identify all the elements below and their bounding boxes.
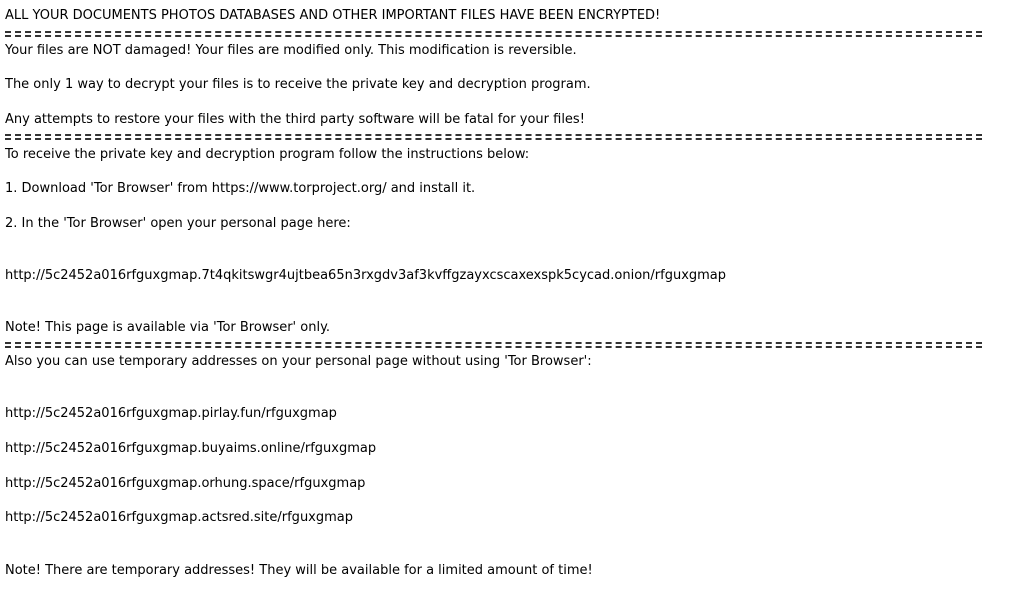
temporary-url-2: http://5c2452a016rfguxgmap.buyaims.online/rfguxgmap xyxy=(5,441,377,456)
instruction-step-2: 2. In the 'Tor Browser' open your personal page here: xyxy=(5,216,351,231)
paragraph-only-way: The only 1 way to decrypt your files is to receive the private key and decryption program. xyxy=(5,77,591,92)
temporary-addresses-intro: Also you can use temporary addresses on your personal page without using 'Tor Browser': xyxy=(5,354,592,369)
header-text: ALL YOUR DOCUMENTS PHOTOS DATABASES AND OTHER IMPORTANT FILES HAVE BEEN ENCRYPTED! xyxy=(5,8,661,23)
tor-only-note: Note! This page is available via 'Tor Browser' only. xyxy=(5,320,331,335)
temporary-url-4: http://5c2452a016rfguxgmap.actsred.site/rfguxgmap xyxy=(5,510,354,525)
instruction-step-1: 1. Download 'Tor Browser' from https://www.torproject.org/ and install it. xyxy=(5,181,476,196)
separator-1 xyxy=(5,31,982,33)
instructions-intro: To receive the private key and decryption program follow the instructions below: xyxy=(5,147,530,162)
separator-2 xyxy=(5,134,982,136)
temporary-url-3: http://5c2452a016rfguxgmap.orhung.space/rfguxgmap xyxy=(5,476,366,491)
temporary-addresses-note: Note! There are temporary addresses! They will be available for a limited amount of time! xyxy=(5,563,593,578)
paragraph-fatal-warning: Any attempts to restore your files with the third party software will be fatal for your files! xyxy=(5,112,585,127)
temporary-url-1: http://5c2452a016rfguxgmap.pirlay.fun/rfguxgmap xyxy=(5,406,337,421)
paragraph-not-damaged: Your files are NOT damaged! Your files are modified only. This modification is reversible. xyxy=(5,43,577,58)
onion-url-text: http://5c2452a016rfguxgmap.7t4qkitswgr4ujtbea65n3rxgdv3af3kvffgzayxcscaxexspk5cycad.onion/rfguxgmap xyxy=(5,268,727,283)
separator-3 xyxy=(5,342,982,344)
